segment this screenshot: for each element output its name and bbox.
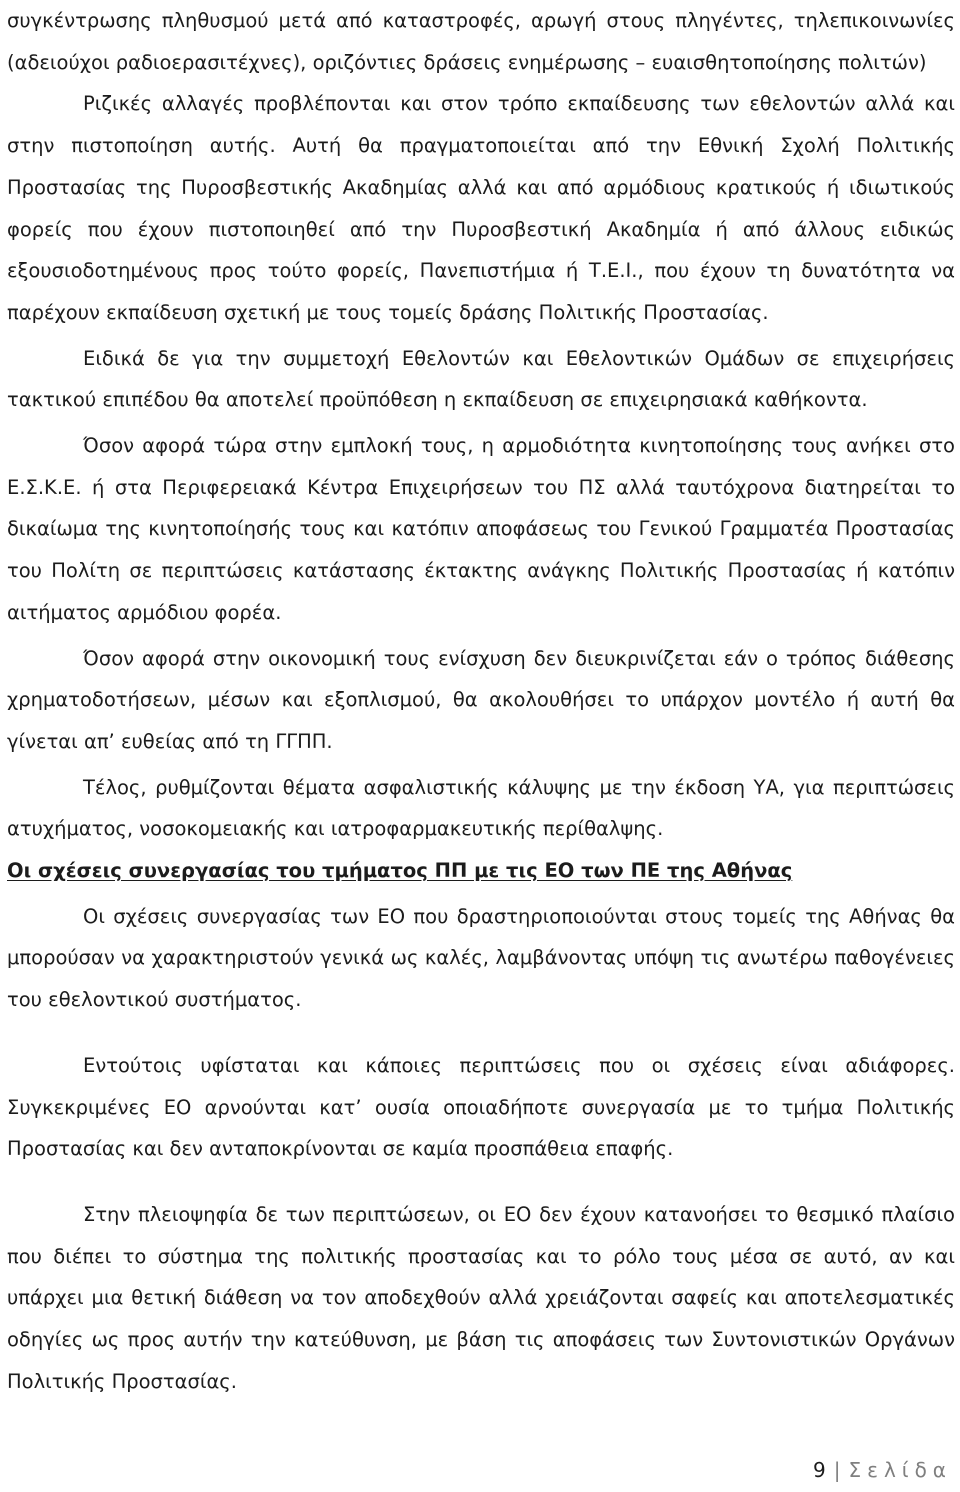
page-footer (813, 1458, 952, 1482)
footer-separator: | (833, 1458, 841, 1482)
paragraph-continuation: συγκέντρωσης πληθυσμού μετά από καταστροφές, αρωγή στους πληγέντες, τηλεπικοινωνίες (αδειούχοι ραδιοερασιτέχνες), οριζόντιες δράσεις ενημέρωσης – ευαισθητοποίησης πολιτών) (7, 9, 955, 74)
page-number: 9 (813, 1458, 826, 1482)
document-page (7, 0, 955, 1403)
page-label: Σελίδα (848, 1458, 952, 1482)
paragraph-majority: Στην πλειοψηφία δε των περιπτώσεων, οι ΕΟ δεν έχουν κατανοήσει το θεσμικό πλαίσιο που διέπει το σύστημα της πολιτικής προστασίας και το ρόλο τους μέσα σε αυτό, αν και υπάρχει μια θετική διάθεση να τον αποδεχθούν αλλά χρειάζονται σαφείς και αποτελεσματικές οδηγίες ως προς αυτήν την κατεύθυνση, με βάση τις αποφάσεις των Συντονιστικών Οργάνων Πολιτικής Προστασίας. (7, 1202, 955, 1393)
paragraph-operational-training: Ειδικά δε για την συμμετοχή Εθελοντών και Εθελοντικών Ομάδων σε επιχειρήσεις τακτικού επιπέδου θα αποτελεί προϋπόθεση η εκπαίδευση σε επιχειρησιακά καθήκοντα. (7, 346, 955, 412)
paragraph-cooperation: Οι σχέσεις συνεργασίας των ΕΟ που δραστηριοποιούνται στους τομείς της Αθήνας θα μπορούσαν να χαρακτηριστούν γενικά ως καλές, λαμβάνοντας υπόψη τις ανωτέρω παθογένειες του εθελοντικού συστήματος. (7, 904, 955, 1012)
paragraph-insurance: Τέλος, ρυθμίζονται θέματα ασφαλιστικής κάλυψης με την έκδοση ΥΑ, για περιπτώσεις ατυχήματος, νοσοκομειακής και ιατροφαρμακευτικής περίθαλψης. (7, 775, 955, 841)
paragraph-funding: Όσον αφορά στην οικονομική τους ενίσχυση δεν διευκρινίζεται εάν ο τρόπος διάθεσης χρηματοδοτήσεων, μέσων και εξοπλισμού, θα ακολουθήσει το υπάρχον μοντέλο ή αυτή θα γίνεται απ’ ευθείας από τη ΓΓΠΠ. (7, 646, 955, 753)
paragraph-training: Ριζικές αλλαγές προβλέπονται και στον τρόπο εκπαίδευσης των εθελοντών αλλά και στην πιστοποίηση αυτής. Αυτή θα πραγματοποιείται από την Εθνική Σχολή Πολιτικής Προστασίας της Πυροσβεστικής Ακαδημίας αλλά και από αρμόδιους κρατικούς ή ιδιωτικούς φορείς που έχουν πιστοποιηθεί από την Πυροσβεστική Ακαδημία ή από άλλους ειδικώς εξουσιοδοτημένους προς τούτο φορείς, Πανεπιστήμια ή Τ.Ε.Ι., που έχουν τη δυνατότητα να παρέχουν εκπαίδευση σχετική με τους τομείς δράσης Πολιτικής Προστασίας. (7, 92, 955, 324)
section-heading: Οι σχέσεις συνεργασίας του τμήματος ΠΠ με τις ΕΟ των ΠΕ της Αθήνας (7, 859, 793, 883)
paragraph-indifference: Εντούτοις υφίσταται και κάποιες περιπτώσεις που οι σχέσεις είναι αδιάφορες. Συγκεκριμένες ΕΟ αρνούνται κατ’ ουσία οποιαδήποτε συνεργασία με το τμήμα Πολιτικής Προστασίας και δεν ανταποκρίνονται σε καμία προσπάθεια επαφής. (7, 1053, 955, 1161)
paragraph-mobilization: Όσον αφορά τώρα στην εμπλοκή τους, η αρμοδιότητα κινητοποίησης τους ανήκει στο Ε.Σ.Κ.Ε. ή στα Περιφερειακά Κέντρα Επιχειρήσεων του ΠΣ αλλά ταυτόχρονα διατηρείται το δικαίωμα της κινητοποίησής τους και κατόπιν αποφάσεως του Γενικού Γραμματέα Προστασίας του Πολίτη σε περιπτώσεις κατάστασης έκτακτης ανάγκης Πολιτικής Προστασίας ή κατόπιν αιτήματος αρμόδιου φορέα. (7, 434, 955, 624)
